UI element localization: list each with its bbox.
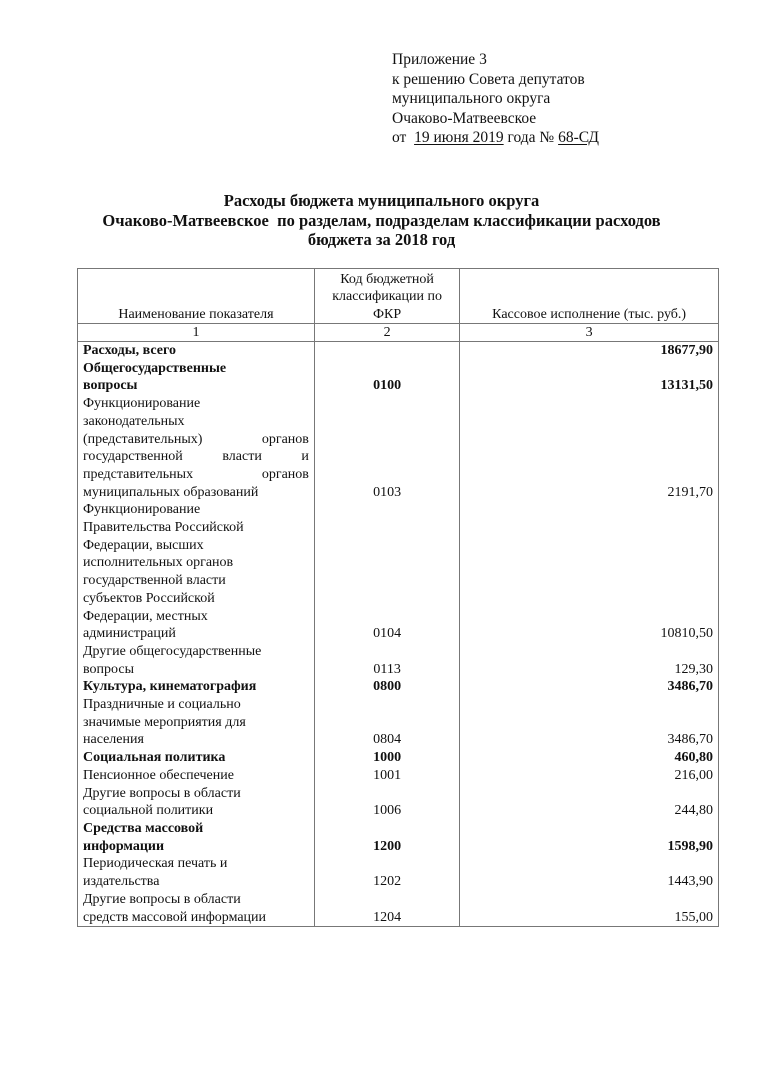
column-number-3: 3 xyxy=(460,324,719,342)
row-name xyxy=(78,785,315,820)
row-name xyxy=(78,643,315,678)
row-code: 1001 xyxy=(314,767,459,785)
row-code: 0100 xyxy=(314,360,459,395)
table-header-row xyxy=(78,269,719,324)
row-name-line: Социальная политика xyxy=(83,750,226,766)
row-code: 1202 xyxy=(314,855,459,890)
title-line-1: Расходы бюджета муниципального округа xyxy=(223,191,540,210)
row-code: 0804 xyxy=(314,696,459,749)
row-name xyxy=(78,501,315,643)
row-name xyxy=(78,855,315,890)
row-name-line: представительных органов xyxy=(83,466,309,482)
column-number-1: 1 xyxy=(78,324,315,342)
row-name-line: социальной политики xyxy=(83,803,214,819)
row-name-line: вопросы xyxy=(83,661,134,677)
row-name-line: Другие общегосударственные xyxy=(83,643,262,659)
row-code xyxy=(314,342,459,360)
row-code: 1204 xyxy=(314,891,459,927)
row-name-line: Общегосударственные xyxy=(83,360,227,376)
appendix-line-3: муниципального округа xyxy=(392,90,551,108)
header-code-line-2: классификации по xyxy=(332,289,442,304)
row-name xyxy=(78,767,315,785)
row-amount: 3486,70 xyxy=(460,678,719,696)
document-title xyxy=(0,191,763,250)
row-name-line: значимые мероприятия для xyxy=(83,714,246,730)
row-name-line: государственной власти и xyxy=(83,449,309,465)
table-row xyxy=(78,678,719,696)
decision-date: 19 июня 2019 xyxy=(414,129,504,147)
row-code: 0113 xyxy=(314,643,459,678)
row-code: 1200 xyxy=(314,820,459,855)
row-amount: 244,80 xyxy=(460,785,719,820)
row-name-line: Пенсионное обеспечение xyxy=(83,767,234,783)
table-row xyxy=(78,501,719,643)
header-code-line-3: ФКР xyxy=(372,306,402,322)
row-name xyxy=(78,678,315,696)
row-amount: 129,30 xyxy=(460,643,719,678)
header-amount xyxy=(460,269,719,324)
table-row xyxy=(78,855,719,890)
column-numbers-row xyxy=(78,324,719,342)
row-code: 1000 xyxy=(314,749,459,767)
appendix-header xyxy=(392,50,599,148)
appendix-line-4: Очаково-Матвеевское xyxy=(392,109,537,127)
header-code xyxy=(314,269,459,324)
date-mid: года № xyxy=(507,129,555,147)
header-name xyxy=(78,269,315,324)
row-name-line: Функционирование xyxy=(83,502,201,518)
row-name-line: вопросы xyxy=(83,378,138,394)
table-row xyxy=(78,785,719,820)
row-name-line: Правительства Российской xyxy=(83,520,244,536)
row-amount: 18677,90 xyxy=(460,342,719,360)
row-amount: 155,00 xyxy=(460,891,719,927)
row-name-line: средств массовой информации xyxy=(83,909,267,925)
row-name xyxy=(78,342,315,360)
row-name xyxy=(78,891,315,927)
row-name xyxy=(78,360,315,395)
row-name-line: (представительных) органов xyxy=(83,431,309,447)
date-prefix: от xyxy=(392,129,407,147)
row-name-line: администраций xyxy=(83,626,176,642)
row-name-line: информации xyxy=(83,838,165,854)
row-name xyxy=(78,696,315,749)
column-number-2: 2 xyxy=(314,324,459,342)
header-name-text: Наименование показателя xyxy=(118,306,274,322)
row-name-line: муниципальных образований xyxy=(83,484,259,500)
row-code: 1006 xyxy=(314,785,459,820)
row-name-line: Культура, кинематография xyxy=(83,679,257,695)
table-row xyxy=(78,360,719,395)
row-name-line: Средства массовой xyxy=(83,820,204,836)
budget-table xyxy=(77,268,719,927)
row-name-line: Периодическая печать и xyxy=(83,856,228,872)
row-name xyxy=(78,749,315,767)
table-row xyxy=(78,749,719,767)
row-name-line: Функционирование xyxy=(83,396,201,412)
appendix-line-1: Приложение 3 xyxy=(392,51,487,68)
row-code: 0103 xyxy=(314,395,459,501)
row-name-line: населения xyxy=(83,732,144,748)
row-code: 0104 xyxy=(314,501,459,643)
row-name-line: субъектов Российской xyxy=(83,590,215,606)
row-amount: 216,00 xyxy=(460,767,719,785)
table-body xyxy=(78,342,719,927)
row-amount: 1443,90 xyxy=(460,855,719,890)
table-row xyxy=(78,643,719,678)
header-code-line-1: Код бюджетной xyxy=(340,271,434,287)
row-name-line: Расходы, всего xyxy=(83,343,176,358)
row-name-line: Праздничные и социально xyxy=(83,697,241,713)
row-amount: 13131,50 xyxy=(460,360,719,395)
table-row xyxy=(78,891,719,927)
row-amount: 2191,70 xyxy=(460,395,719,501)
appendix-date-line xyxy=(392,128,599,148)
row-name xyxy=(78,395,315,501)
row-amount: 1598,90 xyxy=(460,820,719,855)
appendix-line-2: к решению Совета депутатов xyxy=(392,70,585,88)
row-name xyxy=(78,820,315,855)
table-row xyxy=(78,767,719,785)
header-amount-text: Кассовое исполнение (тыс. руб.) xyxy=(492,306,687,322)
row-amount: 460,80 xyxy=(460,749,719,767)
row-name-line: Другие вопросы в области xyxy=(83,891,241,907)
table-row xyxy=(78,342,719,360)
table-row xyxy=(78,395,719,501)
row-amount: 10810,50 xyxy=(460,501,719,643)
row-name-line: законодательных xyxy=(83,413,185,429)
row-name-line: Федерации, местных xyxy=(83,608,208,624)
row-name-line: исполнительных органов xyxy=(83,555,234,571)
row-name-line: Другие вопросы в области xyxy=(83,785,241,801)
row-name-line: издательства xyxy=(83,874,160,890)
row-name-line: государственной власти xyxy=(83,573,226,589)
table-row xyxy=(78,820,719,855)
decision-number: 68-СД xyxy=(558,129,599,147)
title-line-2: Очаково-Матвеевское по разделам, подразделам классификации расходов xyxy=(102,210,661,230)
row-amount: 3486,70 xyxy=(460,696,719,749)
table-row xyxy=(78,696,719,749)
row-name-line: Федерации, высших xyxy=(83,537,204,553)
title-line-3: бюджета за 2018 год xyxy=(307,230,456,249)
row-code: 0800 xyxy=(314,678,459,696)
